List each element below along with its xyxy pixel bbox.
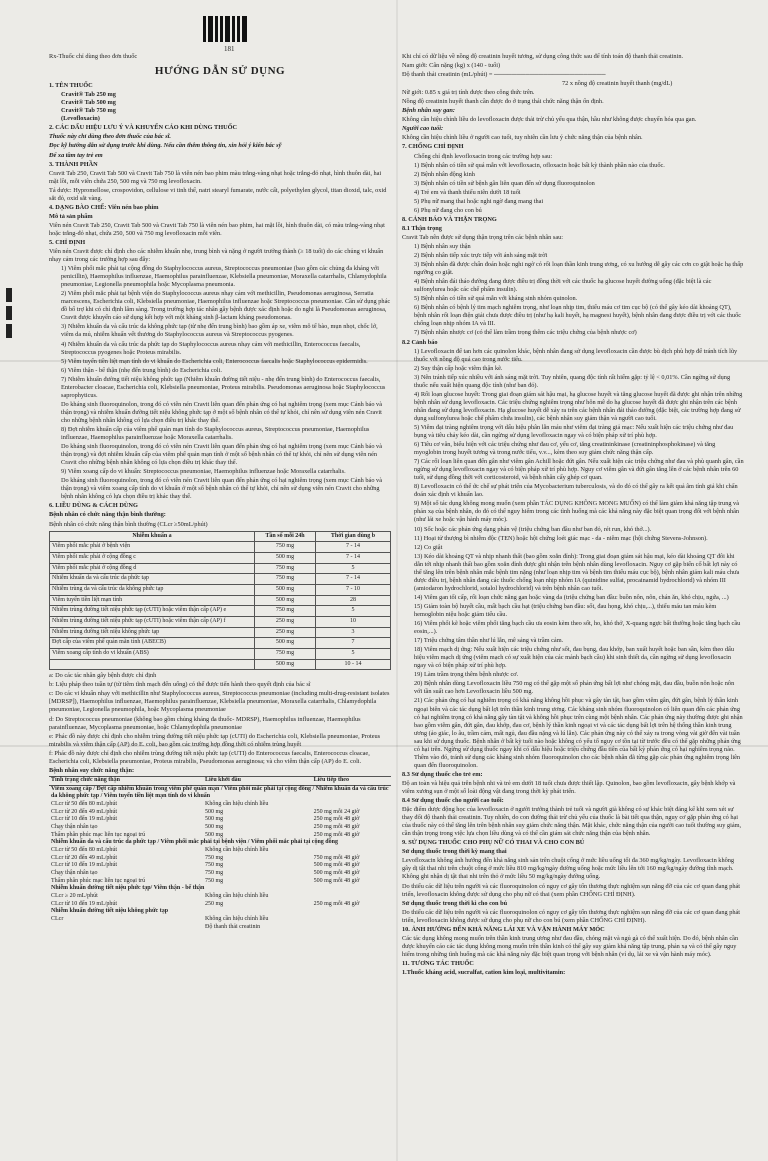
table-row xyxy=(50,616,391,627)
body-text: Nồng độ creatinin huyết thanh cần được đo ở trạng thái chức năng thận ổn định. xyxy=(402,98,604,106)
table-cell: 500 mg xyxy=(255,595,316,606)
table-cell: Viêm tuyến tiền liệt mạn tính xyxy=(50,595,255,606)
warning-item: 8) Levofloxacin có thể ức chế sự phát triển của Mycobacterium tuberculosis, và do đó có thể gây ra kết quả âm tính giả khi chẩn đoán xác định vi khuẩn lao. xyxy=(414,483,738,499)
table-header: Liều khởi đầu xyxy=(203,776,312,785)
table-row xyxy=(50,659,391,670)
subheading: Bệnh nhân suy gan: xyxy=(402,107,456,115)
warning-item: 7) Các rối loạn liên quan đến gân như viêm gân Achill hoặc đứt gân. Nếu xuất hiện các triệu chứng như đau và phù quanh gân, cần ngừng sử dụng levofloxacin ngay và có biện pháp xử trí phù hợp. Nguy cơ viêm gân và đứt gân tăng lên ở các bệnh nhân trên 60 tuổi, sử dụng đồng thời với corticosteroid, và bệnh nhân cấy ghép cơ quan. xyxy=(414,458,744,482)
table-header: Thời gian dùng b xyxy=(316,531,391,542)
fold-line xyxy=(396,0,398,1161)
document-title: HƯỚNG DẪN SỬ DỤNG xyxy=(154,65,286,78)
product-name: (Levofloxacin) xyxy=(61,115,100,123)
warning-item: 1) Levofloxacin để tan hơn các quinolon khác, bệnh nhân đang sử dụng levofloxacin cần được bù dịch phù hợp để tránh tích lũy thuốc với nồng độ quá cao trong nước tiểu. xyxy=(414,347,738,363)
warning-item: 17) Triệu chứng tâm thần như lú lẫn, mê sảng và trầm cảm. xyxy=(414,637,564,645)
table-row xyxy=(49,870,391,878)
table-cell xyxy=(312,924,391,932)
table-footnote: b: Liệu pháp theo tuần tự (từ tiêm tĩnh mạch đến uống) có thể được tiến hành theo quyết định của bác sĩ xyxy=(49,681,311,689)
precaution-item: 2) Bệnh nhân tiếp xúc trực tiếp với ánh sáng mặt trời xyxy=(414,252,548,260)
table-cell: 500 mg xyxy=(255,584,316,595)
document-code: 181 xyxy=(224,45,235,53)
indication-note: Do kháng sinh fluoroquinolon, trong đó có viên nén Cravit liên quan đến phản ứng có hại nghiêm trọng (xem mục Cảnh báo và thận trọng) và đợt nhiễm khuẩn cấp của viêm phế quản mạn tính ở một số bệnh nhân có thể tự khỏi, chỉ nên sử dụng viên nén Cravit cho những bệnh nhân không có lựa chọn điều trị khác thay thế. xyxy=(61,443,382,467)
section-heading: 11. TƯƠNG TÁC THUỐC xyxy=(402,959,474,967)
warning-item: 5) Viêm đại tràng nghiêm trọng với dấu hiệu phân lẫn máu như viêm đại tràng giả mạc: Nếu xuất hiện các triệu chứng như đau bụng và tiêu chảy kéo dài, cần ngừng sử dụng levofloxacin ngay và có biện pháp xử trí phù hợp. xyxy=(414,423,734,440)
warning-item: 20) Bệnh nhân dùng Levofloxacin liều 750 mg có thể gặp một số phản ứng bất lợi như chóng mặt, đau đầu, buồn nôn hoặc nôn với tần suất cao hơn Levofloxacin liều 500 mg. xyxy=(414,680,735,696)
table-cell: 250 mg mỗi 24 giờ xyxy=(313,808,360,815)
table-row xyxy=(49,824,391,832)
table-row xyxy=(50,606,391,617)
indication-note: Do kháng sinh fluoroquinolon, trong đó có viên nén Cravit liên quan đến phản ứng có hại nghiêm trọng (xem mục Cảnh báo và thận trọng) và viêm xoang cấp tính do vi khuẩn ở một số bệnh nhân có thể tự khỏi, chỉ nên sử dụng viên nén Cravit cho những bệnh nhân không có lựa chọn điều trị khác thay thế. xyxy=(61,477,382,501)
subheading: Sử dụng thuốc trong thời kỳ mang thai xyxy=(402,848,507,856)
right-column xyxy=(402,53,744,978)
table-cell xyxy=(312,801,391,809)
table-cell: Nhiễm khuẩn da và cấu trúc da phức tạp xyxy=(50,574,255,585)
table-cell: CLcr từ 20 đến 49 mL/phút xyxy=(51,854,118,861)
dosage-table xyxy=(49,531,391,671)
warning-text: Đọc kỹ hướng dẫn sử dụng trước khi dùng. Nếu cần thêm thông tin, xin hỏi ý kiến bác sỹ xyxy=(49,142,282,150)
table-cell: Viêm xoang cấp tính do vi khuẩn (ABS) xyxy=(50,648,255,659)
table-cell: 750 mg xyxy=(255,542,316,553)
table-cell: Chạy thận nhân tạo xyxy=(51,823,98,830)
table-cell: CLcr xyxy=(51,915,64,922)
contraindication-item: 1) Bệnh nhân có tiền sử quá mẫn với levofloxacin, ofloxacin hoặc bất kỳ thành phần nào của thuốc. xyxy=(414,161,665,169)
table-cell: Nhiễm trùng đường tiết niệu phức tạp (cUTI) hoặc viêm thận cấp (AP) e xyxy=(50,606,255,617)
body-text: Cravit Tab nên được sử dụng thận trọng trên các bệnh nhân sau: xyxy=(402,233,564,241)
table-cell: 750 mg mỗi 48 giờ xyxy=(313,854,360,861)
formula-line: Độ thanh thải creatinin (mL/phút) = ───────────────────────── xyxy=(402,71,606,79)
indication-item: 5) Viêm tuyến tiền liệt mạn tính do vi khuẩn do Escherichia coli, Enterococcus faecalis hoặc Staphylococcus epidermidis. xyxy=(61,357,368,365)
body-text: Chống chỉ định levofloxacin trong các trường hợp sau: xyxy=(414,152,553,160)
subheading: Mô tả sản phẩm xyxy=(49,212,93,220)
table-cell: Không cần hiệu chỉnh liều xyxy=(205,800,269,807)
section-heading: 5. CHỈ ĐỊNH xyxy=(49,238,86,246)
body-text: Nữ giới: 0.85 x giá trị tính được theo công thức trên. xyxy=(402,89,535,97)
table-row xyxy=(49,893,391,901)
subheading: Bệnh nhân có chức năng thận bình thường (CLcr ≥50mL/phút) xyxy=(49,520,208,528)
indication-intro: Viên nén Cravit được chỉ định cho các nhiễm khuẩn nhẹ, trung bình và nặng ở người trưởng thành (≥ 18 tuổi) do các chủng vi khuẩn nhạy cảm trong các trường hợp sau đây: xyxy=(49,248,384,264)
table-section-row xyxy=(49,885,391,893)
table-cell: 500 mg xyxy=(205,831,224,838)
table-cell: Độ thanh thải creatinin xyxy=(205,923,261,930)
section-heading: 8. CẢNH BÁO VÀ THẬN TRỌNG xyxy=(402,215,497,223)
edge-mark xyxy=(6,324,12,338)
composition-text: Cravit Tab 250, Cravit Tab 500 và Cravit Tab 750 là viên nén bao phim màu trắng-vàng nhạt hoặc trắng-đỏ nhạt, hình thuôn dài, hai mặt lồi, mỗi viên chứa 250, 500 mg và 750 mg levofloxacin. xyxy=(49,169,382,185)
warning-item: 10) Sốc hoặc các phản ứng dạng phản vệ (triệu chứng ban đầu như ban đỏ, rét run, khó thở...). xyxy=(414,525,652,533)
table-cell: Không cần hiệu chỉnh liều xyxy=(205,846,269,853)
warning-item: 15) Giảm toàn bộ huyết cầu, mất bạch cầu hạt (triệu chứng ban đầu: sốt, đau họng, khó chịu,...), thiếu máu tan máu kèm hemoglobin niệu hoặc giảm tiểu cầu. xyxy=(414,602,717,618)
table-header: Nhiễm khuẩn a xyxy=(50,531,255,542)
precaution-item: 6) Bệnh nhân có bệnh lý tim mạch nghiêm trọng, như loạn nhịp tim, thiếu máu cơ tim cục bộ (có thể gây kéo dài khoảng QT), bệnh nhân rối loạn điện giải chưa được điều trị (như hạ kali huyết, hạ magnesi huyết), bệnh nhân đang được điều trị với các thuốc chống loạn nhịp nhóm IA và III. xyxy=(414,304,742,328)
body-text: Khi chỉ có dữ liệu về nồng độ creatinin huyết tương, sử dụng công thức sau để tính toán độ thanh thải creatinin. xyxy=(402,53,684,60)
table-header: Tần số mỗi 24h xyxy=(255,531,316,542)
table-cell: Viêm phổi mắc phải ở cộng đồng c xyxy=(50,552,255,563)
indication-item: 2) Viêm phổi mắc phải tại bệnh viện do Staphylococcus aureus nhạy cảm với methicillin, Pseudomonas aeruginosa, Serratia marcescens, Escherichia coli, Klebsiella pneumoniae, Haemophilus influenzae hoặc Streptococcus pneumoniae. Cần sử dụng phác đồ bổ trợ khi có chỉ định lâm sàng. Trong trường hợp tác nhân gây bệnh được xác định hoặc do nghi là Pseudomonas aeruginosa, Cravit được khuyến cáo sử dụng kết hợp với một kháng sinh β-lactam kháng pseudomonas. xyxy=(61,290,391,322)
body-text: Do thiếu các dữ liệu trên người và các fluoroquinolon có nguy cơ gây tổn thương thực nghiệm sụn năng đỡ của các cơ quan đang phát triển, levofloxacin không được sử dụng cho phụ nữ cho con bú (xem phần CHỐNG CHỈ ĐỊNH). xyxy=(402,908,741,924)
table-section-label: Nhiễm khuẩn đường tiết niệu không phức tạp xyxy=(51,908,169,915)
subheading: Người cao tuổi: xyxy=(402,125,444,133)
table-cell xyxy=(312,847,391,855)
table-section-row xyxy=(49,839,391,847)
section-heading: 7. CHỐNG CHỈ ĐỊNH xyxy=(402,143,464,151)
indication-item: 9) Viêm xoang cấp do vi khuẩn: Streptococcus pneumoniae, Haemophilus influenzae hoặc Moraxella catarrhalis. xyxy=(61,468,346,476)
table-cell: 750 mg xyxy=(205,862,224,869)
contraindication-item: 3) Bệnh nhân có tiền sử bệnh gân liên quan đến sử dụng fluoroquinolon xyxy=(414,179,595,187)
table-header: Tình trạng chức năng thận xyxy=(49,776,203,785)
subheading: 8.2 Cảnh báo xyxy=(402,338,438,346)
table-cell: 10 xyxy=(316,616,391,627)
table-cell: CLcr từ 10 đến 19 mL/phút xyxy=(51,816,118,823)
table-cell: 500 mg mỗi 48 giờ xyxy=(313,862,360,869)
warning-item: 16) Viêm phổi kẽ hoặc viêm phổi tăng bạch cầu ưa eosin kèm theo sốt, ho, khó thở, X-quang ngực bất thường hoặc tăng bạch cầu eosin,...). xyxy=(414,620,741,636)
precaution-item: 4) Bệnh nhân đái tháo đường đang được điều trị đồng thời với các thuốc hạ glucose huyết đường uống (đặc biệt là các sulfonylurea hoặc các chế phẩm insulin). xyxy=(414,278,712,294)
table-cell: 3 xyxy=(316,627,391,638)
table-cell: 7 - 14 xyxy=(316,542,391,553)
table-cell: 750 mg xyxy=(205,854,224,861)
subheading: 1.Thuốc kháng acid, sucralfat, cation kim loại, multivitamin: xyxy=(402,968,566,976)
formula-line: Nam giới: Cân nặng (kg) x (140 - tuổi) xyxy=(402,62,501,70)
warning-item: 2) Suy thận cấp hoặc viêm thận kẽ. xyxy=(414,364,503,372)
description-text: Viên nén Cravit Tab 250, Cravit Tab 500 và Cravit Tab 750 là viên nén bao phim, hai mặt lồi, hình thuôn dài, có màu trắng-vàng nhạt hoặc trắng-đỏ nhạt, chứa 250, 500 và 750 mg levofloxacin mỗi viên. xyxy=(49,221,385,237)
table-cell: Chạy thận nhân tạo xyxy=(51,869,98,876)
contraindication-item: 5) Phụ nữ mang thai hoặc nghi ngờ đang mang thai xyxy=(414,197,544,205)
table-section-label: Nhiễm khuẩn đường tiết niệu phức tạp/ Viêm thận - bể thận xyxy=(51,885,205,892)
body-text: Các tác dụng không mong muốn trên thần kinh trung ương như đau đầu, chóng mặt và ngủ gà có thể xuất hiện. Do đó, bệnh nhân cần được khuyến cáo các tác dụng không mong muốn trên thần kinh có thể gây suy giảm khả năng tập trung, phản xạ và có thể gây nguy hiểm trong những tình huống mà các khả năng này đặc biệt quan trọng với bệnh nhân (ví dụ, lái xe và vận hành máy móc). xyxy=(402,934,739,958)
table-cell: 250 mg xyxy=(255,616,316,627)
table-cell: 10 - 14 xyxy=(316,659,391,670)
table-cell: 250 mg mỗi 48 giờ xyxy=(313,816,360,823)
product-name: Cravit® Tab 500 mg xyxy=(61,99,116,107)
precaution-item: 3) Bệnh nhân đã được chẩn đoán hoặc nghi ngờ có rối loạn thần kinh trung ương, có xu hướng dễ gây các cơn co giật hoặc hạ thấp ngưỡng co giật. xyxy=(414,261,744,277)
indication-item: 1) Viêm phổi mắc phải tại cộng đồng do Staphylococcus aureus, Streptococcus pneumoniae (bao gồm các chủng đa kháng với penicillin), Haemophilus influenzae, Haemophilus parainfluenzae, Klebsiella pneumoniae, Moraxella catarrhalis, Chlamydophila pneumoniae, Legionella pneumophila hoặc Mycoplasma pneumonia. xyxy=(61,265,387,289)
warning-item: 13) Kéo dài khoảng QT và nhịp nhanh thất (bao gồm xoắn đỉnh): Trong giai đoạn giám sát hậu mại, kéo dài khoảng QT đôi khi dẫn tới nhịp nhanh thất bao gồm xoắn đỉnh được ghi nhận trên bệnh nhân dùng levofloxacin. Nguy cơ gặp biến cố bất lợi này có thể tăng lên trên bệnh nhân mắc bệnh tim nặng (như loạn nhịp tim và bệnh tim thiếu máu cục bộ), bệnh nhân giảm kali máu chưa được điều trị, bệnh nhân đang các thuốc chống loạn nhịp nhóm IA (quinidine sulfat, procainamid hydrochlorid) và nhóm III (amiodaron hydrochlorid, sotalol hydrochlorid) và trên bệnh nhân cao tuổi. xyxy=(414,552,740,592)
table-notes xyxy=(49,672,391,766)
warning-list xyxy=(402,348,744,770)
table-cell: Nhiễm trùng đường tiết niệu phức tạp (cUTI) hoặc viêm thận cấp (AP) f xyxy=(50,616,255,627)
table-cell: 500 mg mỗi 48 giờ xyxy=(313,877,360,884)
renal-dosage-table xyxy=(49,776,391,931)
body-text: Levofloxacin không ảnh hưởng đến khả năng sinh sản trên chuột cống ở mức liều uống tối đa 360 mg/kg/ngày. Levofloxacin không gây dị tật thai nhi trên chuột cống ở mức liều 810 mg/kg/ngày đường uống hoặc mức liều lên tới 160 mg/kg/ngày đường tĩnh mạch. Không ghi nhận dị tật thai nhi trên thỏ ở mức liều 50 mg/kg/ngày đường uống. xyxy=(402,857,735,881)
table-row xyxy=(50,627,391,638)
table-cell: 750 mg xyxy=(255,563,316,574)
section-heading: 3. THÀNH PHẦN xyxy=(49,160,98,168)
table-row xyxy=(49,776,391,785)
table-footnote: a: Do các tác nhân gây bệnh được chỉ định xyxy=(49,672,157,680)
table-row xyxy=(50,648,391,659)
table-cell: CLcr từ 50 đến 80 mL/phút xyxy=(51,800,118,807)
body-text: Do thiếu các dữ liệu trên người và các fluoroquinolon có nguy cơ gây tổn thương thực nghiệm sụn năng đỡ của các cơ quan đang phát triển, levofloxacin không được sử dụng cho phụ nữ có thai (xem phần CHỐNG CHỈ ĐỊNH). xyxy=(402,882,741,898)
table-cell: Nhiễm trùng đường tiết niệu không phức tạp xyxy=(50,627,255,638)
table-cell: 750 mg xyxy=(255,606,316,617)
table-footnote: f: Phác đồ này được chỉ định cho nhiễm trùng đường tiết niệu phức tạp (cUTI) do Enterococcus faecalis, Enterococcus cloacae, Escherichia coli, Klebsiella pneumoniae, Proteus mirabilis, Pseudomonas aeruginosa; và cho viêm thận cấp (AP) do E. coli. xyxy=(49,749,370,765)
table-row xyxy=(50,574,391,585)
table-cell xyxy=(312,916,391,924)
table-header: Liều tiếp theo xyxy=(312,776,391,785)
table-cell: 5 xyxy=(316,606,391,617)
table-cell: Thẩm phân phúc mạc liên tục ngoại trú xyxy=(51,831,146,838)
contraindication-item: 2) Bệnh nhân động kinh xyxy=(414,170,475,178)
table-cell: CLcr từ 50 đến 80 mL/phút xyxy=(51,846,118,853)
warning-item: 21) Các phản ứng có hại nghiêm trọng có khả năng không hồi phục và gây tàn tật, bao gồm viêm gân, đứt gân, bệnh lý thần kinh ngoại biên và các tác dụng bất lợi trên thần kinh trung ương. Các kháng sinh nhóm fluoroquinolon có liên quan đến các phản ứng có hại nghiêm trọng có khả năng gây tàn tật và không hồi phục trên cùng một bệnh nhân. Các phản ứng này thường được ghi nhận bao gồm viêm gân, đứt gân, đau khớp, đau cơ, bệnh lý thần kinh ngoại vi và các tác dụng bất lợi trên hệ thống thần kinh trung ương (ảo giác, lo âu, trầm cảm, mất ngủ, đau đầu nặng và lú lẫn). Các phản ứng này có thể xảy ra trong vòng vài giờ đến vài tuần sau khi sử dụng thuốc. Bệnh nhân ở bất kỳ tuổi nào hoặc không có yếu tố nguy cơ tồn tại từ trước đều có thể gặp những phản ứng có hại trên. Ngừng sử dụng thuốc ngay khi có dấu hiệu hoặc triệu chứng đầu tiên của bất kỳ phản ứng có hại nghiêm trọng nào. Thêm vào đó, tránh sử dụng các kháng sinh nhóm fluoroquinolon cho các bệnh nhân đã từng gặp các phản ứng nghiêm trọng liên quan đến fluoroquinolon. xyxy=(414,697,743,769)
section-heading: 9. SỬ DỤNG THUỐC CHO PHỤ NỮ CÓ THAI VÀ CHO CON BÚ xyxy=(402,839,585,847)
table-cell: 500 mg xyxy=(205,823,224,830)
table-cell: 250 mg xyxy=(255,627,316,638)
table-cell: 250 mg mỗi 48 giờ xyxy=(313,831,360,838)
table-cell: CLcr từ 10 đến 19 mL/phút xyxy=(51,900,118,907)
table-cell: 750 mg xyxy=(255,574,316,585)
warning-item: 4) Rối loạn glucose huyết: Trong giai đoạn giám sát hậu mại, hạ glucose huyết và tăng glucose huyết đã được ghi nhận trên những bệnh nhân sử dụng levofloxacin. Các triệu chứng nghiêm trọng như hôn mê do hạ glucose huyết đã được ghi nhận trên các bệnh nhân đang sử dụng levofloxacin. Hạ glucose huyết dễ xảy ra trên các bệnh nhân đái tháo đường (đặc biệt, các trường hợp đang sử dụng sulfonylurea hoặc chế phẩm chứa insulin), các bệnh nhân suy giảm thận và người cao tuổi. xyxy=(414,390,743,422)
warning-text: Để xa tầm tay trẻ em xyxy=(49,151,103,159)
table-row xyxy=(49,847,391,855)
precaution-item: 1) Bệnh nhân suy thận xyxy=(414,242,471,250)
formula-line: 72 x nồng độ creatinin huyết thanh (mg/dL) xyxy=(562,80,673,88)
table-cell: 7 - 14 xyxy=(316,552,391,563)
body-text: Không cần hiệu chỉnh liều ở người cao tuổi, tuy nhiên cần lưu ý chức năng thận của bệnh nhân. xyxy=(402,134,643,142)
table-cell: 7 xyxy=(316,638,391,649)
indication-note: Do kháng sinh fluoroquinolon, trong đó có viên nén Cravit liên quan đến phản ứng có hại nghiêm trọng (xem mục Cảnh báo và thận trọng) và nhiễm khuẩn đường tiết niệu không phức tạp ở một số bệnh nhân có thể tự khỏi, chỉ nên sử dụng viên nén Cravit cho những bệnh nhân không có lựa chọn điều trị khác thay thế. xyxy=(61,400,382,424)
table-section-row xyxy=(49,785,391,801)
rx-note: Rx-Thuốc chỉ dùng theo đơn thuốc xyxy=(49,53,138,60)
subheading: 8.1 Thận trọng xyxy=(402,224,442,232)
table-row xyxy=(49,916,391,924)
table-cell: 750 mg xyxy=(255,648,316,659)
subheading: 8.4 Sử dụng thuốc cho người cao tuổi: xyxy=(402,797,504,805)
table-cell: 750 mg xyxy=(205,877,224,884)
indication-item: 3) Nhiễm khuẩn da và cấu trúc da không phức tạp (từ nhẹ đến trung bình) bao gồm áp xe, viêm mô tế bào, mụn nhọt, chốc lở, viêm da mủ, nhiễm khuẩn vết thương do Staphylococcus aureus và Streptococcus pyogenes. xyxy=(61,323,378,339)
indication-item: 8) Đợt nhiễm khuẩn cấp của viêm phế quản mạn tính do Staphylococcus aureus, Streptococcus pneumoniae, Haemophilus influenzae, Haemophilus parainfluenzae hoặc Moraxella catarrhalis. xyxy=(61,426,370,442)
table-cell: 750 mg xyxy=(205,869,224,876)
table-cell: 250 mg mỗi 48 giờ xyxy=(313,900,360,907)
table-cell: 500 mg xyxy=(255,638,316,649)
table-cell: 250 mg mỗi 48 giờ xyxy=(313,823,360,830)
indication-item: 7) Nhiễm khuẩn đường tiết niệu không phức tạp (Nhiễm khuẩn đường tiết niệu - nhẹ đến trung bình) do Enterococcus faecalis, Enterobacter cloacae, Escherichia coli, Klebsiella pneumoniae, Proteus mirabilis. Pseudomonas aeruginosa hoặc Staphylococcus saprophyticus. xyxy=(61,375,386,399)
table-cell: CLcr từ 10 đến 19 mL/phút xyxy=(51,862,118,869)
table-cell: 500 mg xyxy=(255,552,316,563)
section-heading: 6. LIỀU DÙNG & CÁCH DÙNG xyxy=(49,502,138,510)
body-text: Độ an toàn và hiệu quả trên bệnh nhi và trẻ em dưới 18 tuổi chưa được thiết lập. Quinolon, bao gồm levofloxacin, gây bệnh khớp và viêm xương sụn ở một số loài động vật đang trong thời kỳ phát triển. xyxy=(402,779,736,795)
precaution-item: 7) Bệnh nhân nhược cơ (có thể làm trầm trọng thêm các triệu chứng của bệnh nhược cơ) xyxy=(414,329,637,337)
fold-line xyxy=(0,360,768,362)
table-cell: Viêm phổi mắc phải ở bệnh viện xyxy=(50,542,255,553)
warning-item: 6) Tiêu cơ vân, biểu hiện với các triệu chứng như đau cơ, yếu cơ, tăng creatininkinase (creatininphosphokinase) và tăng myoglobin trong huyết tương và trong nước tiểu, v.v..., kèm theo suy giảm chức năng thận cấp. xyxy=(414,441,716,457)
table-cell: 500 mg xyxy=(205,816,224,823)
table-row xyxy=(49,801,391,809)
fold-line xyxy=(0,745,768,747)
table-section-label: Nhiễm khuẩn da và cấu trúc da phức tạp / Viêm phổi mắc phải tại bệnh viện / Viêm phổi mắc phải tại cộng đồng xyxy=(51,839,338,846)
table-row xyxy=(49,816,391,824)
warning-item: 14) Viêm gan tối cấp, rối loạn chức năng gan hoặc vàng da (triệu chứng ban đầu: buồn nôn, nôn, chán ăn, khó chịu, ngứa, ...) xyxy=(414,593,729,601)
subheading: Bệnh nhân suy chức năng thận: xyxy=(49,766,135,774)
table-cell: 5 xyxy=(316,563,391,574)
table-cell: 500 mg xyxy=(205,808,224,815)
left-column xyxy=(49,53,391,931)
table-row xyxy=(50,563,391,574)
section-heading: 4. DẠNG BÀO CHẾ: Viên nén bao phim xyxy=(49,203,159,211)
table-row xyxy=(50,638,391,649)
table-row xyxy=(49,862,391,870)
table-cell: Nhiễm trùng da và cấu trúc da không phức tạp xyxy=(50,584,255,595)
table-cell: Không cần hiệu chỉnh liều xyxy=(205,892,269,899)
table-cell: Thẩm phân phúc mạc liên tục ngoại trú xyxy=(51,877,146,884)
table-row xyxy=(50,552,391,563)
subheading: 8.3 Sử dụng thuốc cho trẻ em: xyxy=(402,770,483,778)
contraindication-list xyxy=(402,162,744,215)
excipients-text: Tá dược: Hypromellose, crospovidon, cellulose vi tinh thể, natri stearyl fumarate, nước cất, polyethylen glycol, titan dioxid, talc, oxid sắt đỏ, oxid sắt vàng. xyxy=(49,186,387,202)
table-footnote: d: Do Streptococcus pneumoniae (không bao gồm chủng kháng đa thuốc- MDRSP), Haemophilus influenzae, Haemophilus parainfluenzae, Mycoplasma pneumoniae, hoặc Chlamydophila pneumoniae xyxy=(49,715,361,731)
table-cell: 28 xyxy=(316,595,391,606)
warning-text: Thuốc này chỉ dùng theo đơn thuốc của bác sĩ. xyxy=(49,133,171,141)
table-cell: Viêm phổi mắc phải ở cộng đồng d xyxy=(50,563,255,574)
warning-item: 9) Một số tác dụng không mong muốn (xem phần TÁC DỤNG KHÔNG MONG MUỐN) có thể làm giảm khả năng tập trung và phản xạ của bệnh nhân, do đó có thể nguy hiểm trong các tình huống mà các khả năng này đặc biệt quan trọng đối với bệnh nhân (như lái xe hoặc vận hành máy móc). xyxy=(414,500,740,524)
table-cell xyxy=(50,659,255,670)
contraindication-item: 6) Phụ nữ đang cho con bú xyxy=(414,206,482,214)
subheading: Sử dụng thuốc trong thời kì cho con bú xyxy=(402,899,508,907)
indication-item: 6) Viêm thận - bể thận (nhẹ đến trung bình) do Escherichia coli. xyxy=(61,366,222,374)
warning-item: 12) Co giật xyxy=(414,543,443,551)
warning-item: 11) Hoại tử thượng bì nhiễm độc (TEN) hoặc hội chứng loét giác mạc - da - niêm mạc (hội chứng Stevens-Johnson). xyxy=(414,534,708,542)
table-cell: 250 mg xyxy=(205,900,224,907)
table-row xyxy=(49,924,391,932)
edge-mark xyxy=(6,288,12,302)
section-heading: 2. CÁC DẤU HIỆU LƯU Ý VÀ KHUYẾN CÁO KHI DÙNG THUỐC xyxy=(49,124,238,132)
precaution-list xyxy=(402,243,744,338)
table-cell: Không cần hiệu chỉnh liều xyxy=(205,915,269,922)
product-name: Cravit® Tab 250 mg xyxy=(61,91,116,99)
table-cell: CLcr ≥ 20 mL/phút xyxy=(51,892,98,899)
warning-item: 3) Nên tránh tiếp xúc nhiều với ánh sáng mặt trời. Tuy nhiên, quang độc tính rất hiếm gặp: tỷ lệ < 0,01%. Cần ngừng sử dụng thuốc nếu xuất hiện quang độc tính (như ban đỏ). xyxy=(414,373,731,389)
table-cell xyxy=(312,893,391,901)
warning-item: 18) Viêm mạch dị ứng: Nếu xuất hiện các triệu chứng như sốt, đau bụng, đau khớp, ban xuất huyết hoặc ban sần, kèm theo dấu hiệu viêm mạch dị ứng (viêm mạch có sự xuất hiện của các mảnh bạch cầu) khi sinh thiết da, cần ngừng sử dụng levofloxacin ngay và có biện pháp xử trí phù hợp. xyxy=(414,646,734,670)
section-heading: 1. TÊN THUỐC xyxy=(49,82,93,90)
contraindication-item: 4) Trẻ em và thanh thiếu niên dưới 18 tuổi xyxy=(414,188,521,196)
table-cell xyxy=(49,924,203,932)
table-section-label: Viêm xoang cấp / Đợt cấp nhiễm khuẩn trong viêm phế quản mạn / Viêm phổi mắc phải tại cộng đồng / Nhiễm khuẩn da và cấu trúc da không phức tạp / Viêm tuyến tiền liệt mạn tính do vi khuẩn xyxy=(51,785,389,800)
table-section-row xyxy=(49,908,391,916)
table-cell: 500 mg xyxy=(255,659,316,670)
body-text: Không cần hiệu chỉnh liều do levofloxacin được thải trừ chủ yếu qua thận, hầu như không được chuyển hóa qua gan. xyxy=(402,116,697,124)
table-cell: 5 xyxy=(316,648,391,659)
warning-item: 19) Làm trầm trọng thêm bệnh nhược cơ. xyxy=(414,671,519,679)
barcode xyxy=(203,16,247,42)
table-row xyxy=(50,595,391,606)
table-footnote: c: Do các vi khuẩn nhạy với methicillin như Staphylococcus aureus, Streptococcus pneumoniae (including multi-drug-resistant isolates [MDRSP]), Haemophilus influenzae, Haemophilus parainfluenzae, Klebsiella pneumoniae, Moraxella catarrhalis, Chlamydophila pneumoniae, Legionella pneumophila, hoặc Mycoplasma pneumoniae xyxy=(49,690,390,714)
precaution-item: 5) Bệnh nhân có tiền sử quá mẫn với kháng sinh nhóm quinolon. xyxy=(414,295,578,303)
edge-mark xyxy=(6,306,12,320)
table-row xyxy=(50,584,391,595)
table-cell: 500 mg mỗi 48 giờ xyxy=(313,869,360,876)
table-cell: Đợt cấp của viêm phế quản mãn tính (ABECB) xyxy=(50,638,255,649)
table-cell: CLcr từ 20 đến 49 mL/phút xyxy=(51,808,118,815)
table-row xyxy=(50,542,391,553)
table-cell: 7 - 14 xyxy=(316,574,391,585)
indication-item: 4) Nhiễm khuẩn da và cấu trúc da phức tạp do Staphylococcus aureus nhạy cảm với methicillin, Enterococcus faecalis, Streptococcus pyogenes hoặc Proteus mirabilis. xyxy=(61,340,361,356)
table-footnote: e: Phác đồ này được chỉ định cho nhiễm trùng đường tiết niệu phức tạp (cUTI) do Escherichia coli, Klebsiella pneumoniae, Proteus mirabilis và viêm thận cấp (AP) do E. coli, bao gồm các trường hợp đồng thời có nhiễm trùng huyết xyxy=(49,732,381,748)
section-heading: 10. ẢNH HƯỞNG ĐẾN KHẢ NĂNG LÁI XE VÀ VẬN HÀNH MÁY MÓC xyxy=(402,925,605,933)
body-text: Đặc điểm dược động học của levofloxacin ở người trưởng thành trẻ tuổi và người già không có sự khác biệt đáng kể khi xem xét sự thay đổi độ thanh thải creatinin. Tuy nhiên, do con đường thải trừ chủ yếu của thuốc là bài tiết qua thận, nguy cơ gặp phản ứng có hại của thuốc này có thể tăng lên trên bệnh nhân suy giảm chức năng thận. Mặt khác, chức năng thận của người cao tuổi thường suy giảm, cần thận trọng trong việc lựa chọn liều dùng và có thể cần giám sát chức năng thận của bệnh nhân. xyxy=(402,806,742,838)
product-name: Cravit® Tab 750 mg xyxy=(61,107,116,115)
table-cell: 7 - 10 xyxy=(316,584,391,595)
subheading: Bệnh nhân có chức năng thận bình thường: xyxy=(49,511,166,519)
